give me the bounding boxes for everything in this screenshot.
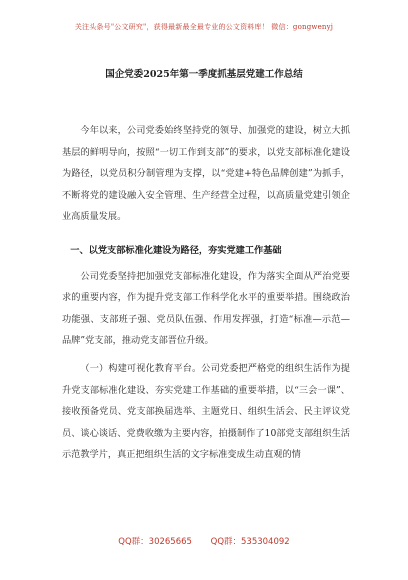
intro-paragraph: 今年以来，公司党委始终坚持党的领导、加强党的建设，树立大抓基层的鲜明导向，按照“一切工作到支部”的要求，以党支部标准化建设为路径，以党员积分制管理为支撑，以“党建+特色品牌创建”为抓手，不断将党的建设融入安全管理、生产经营全过程，以高质量党建引领企业高质量发展。 (62, 125, 350, 223)
subsection-1-paragraph: （一）构建可视化教育平台。公司党委把严格党的组织生活作为提升党支部标准化建设、夯实党建工作基础的重要举措，以“三会一课”、接收预备党员、党支部换届选举、主题党日、组织生活会、民主评议党员、谈心谈话、党费收缴为主要内容，拍摄制作了10部党支部组织生活示范教学片，真正把组织生活的文字标准变成生动直观的情 (62, 362, 350, 461)
document-body (62, 120, 350, 466)
qq-group-1: QQ群：30265665 (118, 537, 192, 547)
footer-contacts (0, 535, 408, 547)
paragraph-spacer (62, 228, 350, 234)
promo-banner: 关注头条号"公文研究"，获得最新最全最专业的公文资料库！ 微信：gongwenyj (74, 23, 334, 31)
document-title: 国企党委2025年第一季度抓基层党建工作总结 (105, 69, 303, 80)
qq-group-2: QQ群：535304092 (210, 537, 290, 547)
section-1-paragraph: 公司党委坚持把加强党支部标准化建设，作为落实全面从严治党要求的重要内容，作为提升党支部工作科学化水平的重要举措。围绕政治功能强、支部班子强、党员队伍强、作用发挥强，打造“标准—示范—品牌”党支部，推动党支部晋位升级。 (62, 270, 350, 347)
section-heading-1: 一、以党支部标准化建设为路径，夯实党建工作基础 (70, 244, 282, 256)
